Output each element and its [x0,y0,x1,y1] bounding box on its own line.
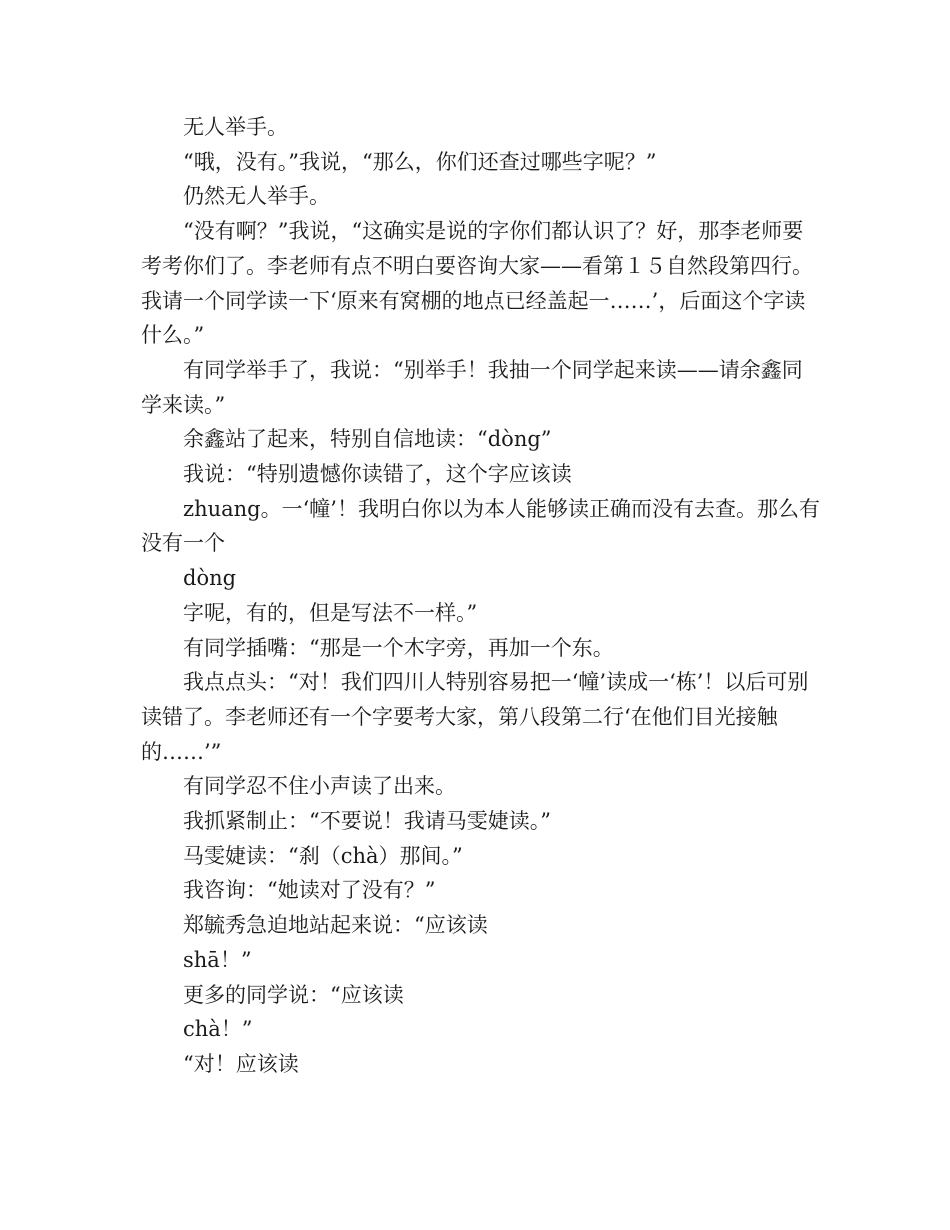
paragraph: 我咨询：“她读对了没有？” [183,878,436,903]
paragraph: 有同学忍不住小声读了出来。 [183,774,456,799]
paragraph: 我抓紧制止：“不要说！我请马雯婕读。” [183,809,551,834]
paragraph: 字呢，有的，但是写法不一样。” [183,600,478,625]
paragraph: 我点点头：“对！我们四川人特别容易把一‘幢’读成一‘栋’！以后可别读错了。李老师还有一个字要考大家，第八段第二行‘在他们目光接触的……’” [141,670,809,764]
paragraph: 仍然无人举手。 [183,184,330,209]
paragraph: “对！应该读 [183,1051,299,1076]
paragraph: 有同学插嘴：“那是一个木字旁，再加一个东。 [183,635,614,660]
paragraph: 马雯婕读：“刹（chà）那间。” [183,843,463,868]
paragraph: 更多的同学说：“应该读 [183,982,404,1007]
paragraph: dòng [183,566,237,591]
paragraph: 我说：“特别遗憾你读错了，这个字应该读 [183,462,572,487]
paragraph: chà！” [183,1017,253,1042]
paragraph: “哦，没有。”我说，“那么，你们还查过哪些字呢？” [183,149,657,174]
paragraph: 郑毓秀急迫地站起来说：“应该读 [183,913,488,938]
paragraph: 无人举手。 [183,115,288,139]
paragraph: zhuang。一‘幢’！我明白你以为本人能够读正确而没有去查。那么有没有一个 [141,496,820,556]
paragraph: 余鑫站了起来，特别自信地读：“dòng” [183,427,552,452]
paragraph: “没有啊？”我说，“这确实是说的字你们都认识了？好，那李老师要考考你们了。李老师有点不明白要咨询大家——看第１５自然段第四行。我请一个同学读一下‘原来有窝棚的地点已经盖起一……’，后面这个字读什么。” [141,219,813,348]
paragraph: 有同学举手了，我说：“别举手！我抽一个同学起来读——请余鑫同学来读。” [141,357,803,417]
document-page [141,110,821,1082]
paragraph: shā！” [183,947,252,972]
